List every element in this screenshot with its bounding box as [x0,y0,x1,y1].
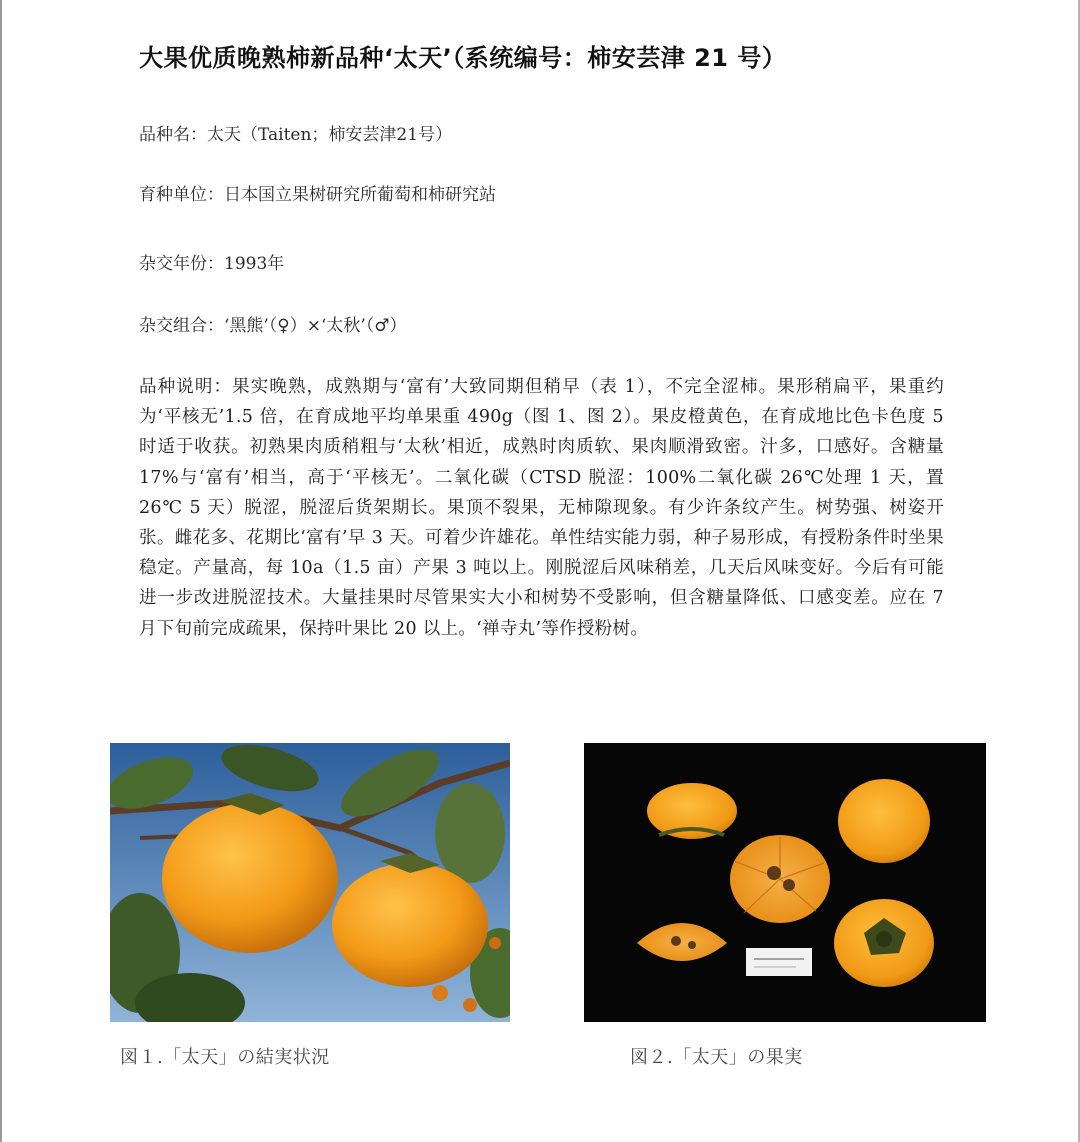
breeding-unit-line: 育种单位：日本国立果树研究所葡萄和柿研究站 [139,185,496,205]
figure-1-caption: 図１.「太天」の結実状況 [120,1047,330,1068]
cross-combination-line: 杂交组合：‘黑熊’（♀）×‘太秋’（♂） [139,316,407,336]
document-title: 大果优质晚熟柿新品种‘太天’（系统编号：柿安芸津 21 号） [139,44,787,72]
figure-2-caption: 図２.「太天」の果実 [630,1047,803,1068]
variety-name-line: 品种名：太天（Taiten；柿安芸津21号） [139,125,453,145]
persimmon-tree-photo [110,743,510,1022]
page-left-edge [0,0,2,1142]
cross-year-line: 杂交年份：1993年 [139,254,285,274]
persimmon-fruit-photo [584,743,986,1022]
variety-description: 品种说明：果实晚熟，成熟期与‘富有’大致同期但稍早（表 1），不完全涩柿。果形稍扁平，果重约为‘平核无’1.5 倍，在育成地平均单果重 490g（图 1、图 2）。果皮橙黄色，在育成地比色卡色度 5 时适于收获。初熟果肉质稍粗与‘太秋’相近，成熟时肉质软、果肉顺滑致密。汁多，口感好。含糖量 17%与‘富有’相当，高于‘平核无’。二氧化碳（CTSD 脱涩：100%二氧化碳 26℃处理 1 天，置 26℃ 5 天）脱涩，脱涩后货架期长。果顶不裂果，无柿隙现象。有少许条纹产生。树势强、树姿开张。雌花多、花期比‘富有’早 3 天。可着少许雄花。单性结实能力弱，种子易形成，有授粉条件时坐果稳定。产量高，每 10a（1.5 亩）产果 3 吨以上。刚脱涩后风味稍差，几天后风味变好。今后有可能进一步改进脱涩技术。大量挂果时尽管果实大小和树势不受影响，但含糖量降低、口感变差。应在 7 月下旬前完成疏果，保持叶果比 20 以上。‘禅寺丸’等作授粉树。 [139,377,944,639]
